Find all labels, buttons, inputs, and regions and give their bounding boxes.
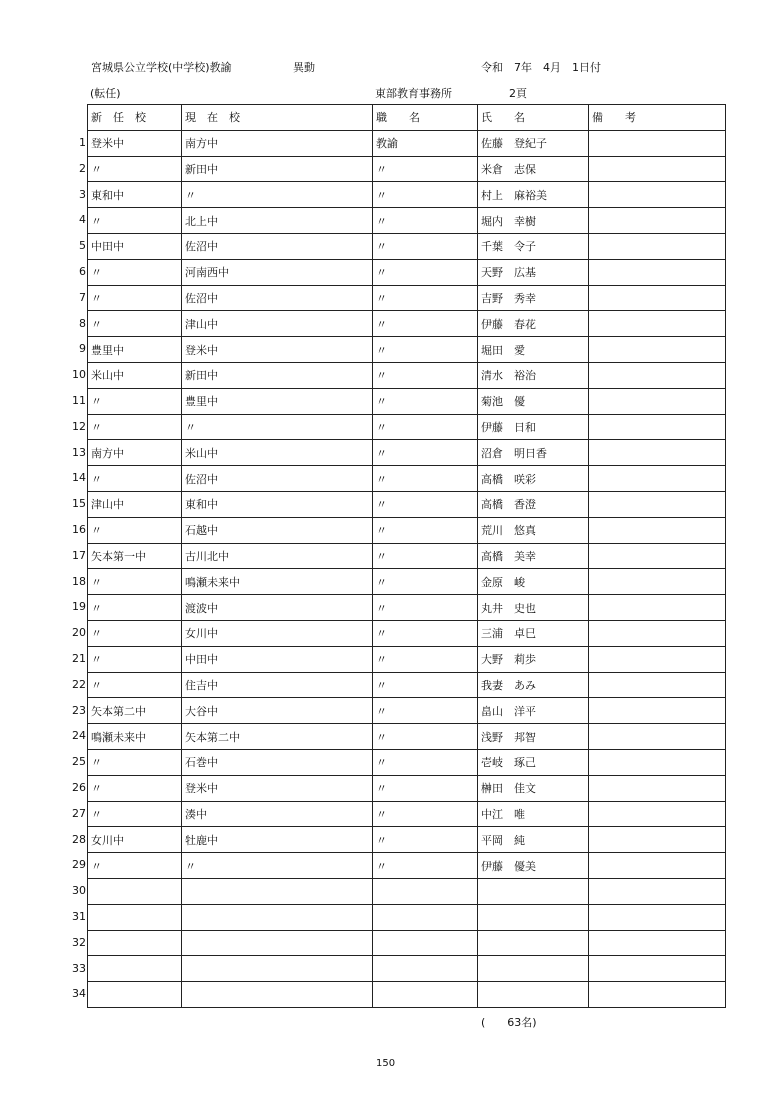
cell-new-school xyxy=(88,878,182,904)
row-number: 24 xyxy=(72,729,86,743)
cell-new-school: 鳴瀬未来中 xyxy=(88,724,182,750)
cell-new-school: 〃 xyxy=(88,749,182,775)
cell-remarks xyxy=(589,259,726,285)
cell-current-school: 矢本第二中 xyxy=(182,724,373,750)
page-number: 150 xyxy=(376,1058,396,1069)
table-row xyxy=(88,749,726,775)
cell-job-title xyxy=(373,982,478,1008)
row-number: 16 xyxy=(72,522,86,536)
cell-job-title: 〃 xyxy=(373,620,478,646)
row-number: 20 xyxy=(72,626,86,640)
cell-name xyxy=(478,956,589,982)
cell-remarks xyxy=(589,233,726,259)
cell-job-title: 〃 xyxy=(373,182,478,208)
cell-name: 沼倉 明日香 xyxy=(478,440,589,466)
cell-name: 金原 峻 xyxy=(478,569,589,595)
table-row xyxy=(88,672,726,698)
cell-current-school: 中田中 xyxy=(182,646,373,672)
cell-remarks xyxy=(589,904,726,930)
cell-current-school: 〃 xyxy=(182,853,373,879)
cell-current-school xyxy=(182,930,373,956)
table-row xyxy=(88,517,726,543)
cell-job-title: 〃 xyxy=(373,801,478,827)
cell-name: 畠山 洋平 xyxy=(478,698,589,724)
cell-new-school: 豊里中 xyxy=(88,337,182,363)
cell-name: 三浦 卓巳 xyxy=(478,620,589,646)
cell-name: 榊田 佳文 xyxy=(478,775,589,801)
row-number: 34 xyxy=(72,987,86,1001)
cell-job-title: 〃 xyxy=(373,362,478,388)
row-number: 30 xyxy=(72,884,86,898)
cell-remarks xyxy=(589,466,726,492)
cell-current-school: 佐沼中 xyxy=(182,466,373,492)
cell-current-school: 新田中 xyxy=(182,362,373,388)
table-row xyxy=(88,285,726,311)
cell-new-school xyxy=(88,930,182,956)
cell-new-school: 矢本第一中 xyxy=(88,543,182,569)
table-header-row xyxy=(88,105,726,131)
table-row xyxy=(88,362,726,388)
cell-name: 高橋 美幸 xyxy=(478,543,589,569)
table-row xyxy=(88,595,726,621)
cell-job-title: 〃 xyxy=(373,491,478,517)
cell-new-school xyxy=(88,956,182,982)
table-row xyxy=(88,904,726,930)
row-number: 25 xyxy=(72,755,86,769)
cell-name: 村上 麻裕美 xyxy=(478,182,589,208)
cell-new-school: 〃 xyxy=(88,646,182,672)
cell-remarks xyxy=(589,440,726,466)
cell-new-school: 〃 xyxy=(88,517,182,543)
cell-job-title xyxy=(373,930,478,956)
cell-current-school: 新田中 xyxy=(182,156,373,182)
cell-new-school: 〃 xyxy=(88,853,182,879)
cell-job-title: 〃 xyxy=(373,724,478,750)
cell-job-title: 〃 xyxy=(373,646,478,672)
cell-remarks xyxy=(589,724,726,750)
cell-new-school: 〃 xyxy=(88,466,182,492)
row-number: 15 xyxy=(72,497,86,511)
cell-remarks xyxy=(589,337,726,363)
transfer-category: (転任) xyxy=(90,87,121,100)
col-header-name: 氏 名 xyxy=(478,105,589,131)
cell-name: 堀内 幸樹 xyxy=(478,208,589,234)
cell-name: 浅野 邦智 xyxy=(478,724,589,750)
table-row xyxy=(88,466,726,492)
table-row xyxy=(88,956,726,982)
table-row xyxy=(88,440,726,466)
cell-new-school: 女川中 xyxy=(88,827,182,853)
document-type: 異動 xyxy=(293,61,315,74)
table-row xyxy=(88,208,726,234)
row-number: 11 xyxy=(72,393,86,407)
cell-job-title: 〃 xyxy=(373,414,478,440)
cell-remarks xyxy=(589,414,726,440)
table-row xyxy=(88,930,726,956)
cell-current-school: 〃 xyxy=(182,182,373,208)
cell-job-title: 〃 xyxy=(373,672,478,698)
cell-new-school: 〃 xyxy=(88,595,182,621)
table-row xyxy=(88,878,726,904)
table-row xyxy=(88,543,726,569)
table-row xyxy=(88,827,726,853)
cell-new-school: 米山中 xyxy=(88,362,182,388)
cell-job-title: 〃 xyxy=(373,259,478,285)
cell-job-title: 〃 xyxy=(373,156,478,182)
cell-name xyxy=(478,930,589,956)
row-number: 8 xyxy=(79,316,86,330)
col-header-new-school: 新 任 校 xyxy=(88,105,182,131)
row-number: 4 xyxy=(79,213,86,227)
row-number: 10 xyxy=(72,368,86,382)
col-header-remarks: 備 考 xyxy=(589,105,726,131)
cell-current-school xyxy=(182,904,373,930)
cell-remarks xyxy=(589,130,726,156)
cell-remarks xyxy=(589,311,726,337)
cell-name: 千葉 令子 xyxy=(478,233,589,259)
cell-remarks xyxy=(589,182,726,208)
cell-new-school: 〃 xyxy=(88,801,182,827)
cell-new-school xyxy=(88,982,182,1008)
cell-job-title: 〃 xyxy=(373,440,478,466)
cell-remarks xyxy=(589,620,726,646)
cell-current-school: 佐沼中 xyxy=(182,285,373,311)
row-number: 17 xyxy=(72,548,86,562)
cell-current-school: 大谷中 xyxy=(182,698,373,724)
cell-current-school: 牡鹿中 xyxy=(182,827,373,853)
row-number: 13 xyxy=(72,445,86,459)
row-number: 29 xyxy=(72,858,86,872)
cell-new-school: 〃 xyxy=(88,156,182,182)
cell-new-school: 南方中 xyxy=(88,440,182,466)
cell-name: 大野 莉歩 xyxy=(478,646,589,672)
cell-name: 我妻 あみ xyxy=(478,672,589,698)
cell-remarks xyxy=(589,543,726,569)
cell-remarks xyxy=(589,285,726,311)
row-number: 27 xyxy=(72,806,86,820)
cell-remarks xyxy=(589,698,726,724)
row-number: 1 xyxy=(79,136,86,149)
cell-job-title: 〃 xyxy=(373,853,478,879)
table-row xyxy=(88,337,726,363)
row-number: 6 xyxy=(79,264,86,278)
row-number: 9 xyxy=(79,342,86,356)
cell-current-school: 東和中 xyxy=(182,491,373,517)
cell-remarks xyxy=(589,878,726,904)
cell-new-school: 〃 xyxy=(88,569,182,595)
cell-remarks xyxy=(589,749,726,775)
cell-current-school: 鳴瀬未来中 xyxy=(182,569,373,595)
row-number: 26 xyxy=(72,780,86,794)
cell-name xyxy=(478,982,589,1008)
table-row xyxy=(88,646,726,672)
cell-remarks xyxy=(589,982,726,1008)
cell-new-school: 〃 xyxy=(88,311,182,337)
cell-new-school: 〃 xyxy=(88,620,182,646)
cell-remarks xyxy=(589,491,726,517)
cell-name: 菊池 優 xyxy=(478,388,589,414)
sheet-page: 2頁 xyxy=(509,87,527,100)
cell-new-school: 〃 xyxy=(88,285,182,311)
table-row xyxy=(88,724,726,750)
cell-job-title: 〃 xyxy=(373,517,478,543)
cell-remarks xyxy=(589,517,726,543)
cell-name: 壱岐 琢己 xyxy=(478,749,589,775)
col-header-job-title: 職 名 xyxy=(373,105,478,131)
cell-name xyxy=(478,878,589,904)
cell-job-title xyxy=(373,878,478,904)
cell-job-title: 〃 xyxy=(373,569,478,595)
cell-remarks xyxy=(589,775,726,801)
row-number: 5 xyxy=(79,239,86,253)
cell-current-school: 湊中 xyxy=(182,801,373,827)
cell-current-school: 登米中 xyxy=(182,337,373,363)
cell-new-school: 〃 xyxy=(88,414,182,440)
cell-remarks xyxy=(589,801,726,827)
cell-job-title: 教諭 xyxy=(373,130,478,156)
cell-name: 天野 広基 xyxy=(478,259,589,285)
cell-remarks xyxy=(589,569,726,595)
cell-remarks xyxy=(589,156,726,182)
cell-name xyxy=(478,904,589,930)
row-number: 33 xyxy=(72,961,86,975)
table-row xyxy=(88,982,726,1008)
cell-job-title xyxy=(373,956,478,982)
row-number: 23 xyxy=(72,703,86,717)
cell-current-school: 石巻中 xyxy=(182,749,373,775)
cell-new-school: 登米中 xyxy=(88,130,182,156)
cell-job-title: 〃 xyxy=(373,337,478,363)
table-row xyxy=(88,414,726,440)
cell-job-title: 〃 xyxy=(373,388,478,414)
table-row xyxy=(88,491,726,517)
row-number: 12 xyxy=(72,419,86,433)
cell-current-school: 石越中 xyxy=(182,517,373,543)
row-number: 18 xyxy=(72,574,86,588)
row-number: 28 xyxy=(72,832,86,846)
cell-name: 米倉 志保 xyxy=(478,156,589,182)
table-row xyxy=(88,182,726,208)
cell-name: 中江 唯 xyxy=(478,801,589,827)
cell-new-school: 中田中 xyxy=(88,233,182,259)
total-count: ( 63名) xyxy=(481,1016,537,1029)
cell-current-school: 河南西中 xyxy=(182,259,373,285)
cell-name: 伊藤 春花 xyxy=(478,311,589,337)
cell-remarks xyxy=(589,672,726,698)
cell-name: 丸井 史也 xyxy=(478,595,589,621)
cell-new-school: 東和中 xyxy=(88,182,182,208)
row-number: 22 xyxy=(72,677,86,691)
cell-remarks xyxy=(589,930,726,956)
table-row xyxy=(88,130,726,156)
table-row xyxy=(88,388,726,414)
cell-current-school: 渡波中 xyxy=(182,595,373,621)
cell-job-title xyxy=(373,904,478,930)
table-row xyxy=(88,233,726,259)
cell-current-school xyxy=(182,956,373,982)
cell-job-title: 〃 xyxy=(373,208,478,234)
cell-job-title: 〃 xyxy=(373,698,478,724)
cell-new-school: 〃 xyxy=(88,775,182,801)
cell-name: 平岡 純 xyxy=(478,827,589,853)
cell-current-school: 米山中 xyxy=(182,440,373,466)
cell-current-school xyxy=(182,878,373,904)
cell-name: 高橋 咲彩 xyxy=(478,466,589,492)
cell-current-school: 豊里中 xyxy=(182,388,373,414)
cell-new-school: 〃 xyxy=(88,672,182,698)
row-number: 7 xyxy=(79,290,86,304)
table-row xyxy=(88,801,726,827)
cell-new-school: 〃 xyxy=(88,208,182,234)
cell-job-title: 〃 xyxy=(373,543,478,569)
office-name: 東部教育事務所 xyxy=(375,87,452,100)
cell-current-school: 〃 xyxy=(182,414,373,440)
table-row xyxy=(88,259,726,285)
col-header-current-school: 現 在 校 xyxy=(182,105,373,131)
row-number: 21 xyxy=(72,651,86,665)
cell-job-title: 〃 xyxy=(373,749,478,775)
table-row xyxy=(88,698,726,724)
cell-job-title: 〃 xyxy=(373,775,478,801)
cell-job-title: 〃 xyxy=(373,311,478,337)
document-title: 宮城県公立学校(中学校)教諭 xyxy=(91,61,232,74)
cell-remarks xyxy=(589,646,726,672)
cell-name: 伊藤 日和 xyxy=(478,414,589,440)
cell-new-school: 〃 xyxy=(88,259,182,285)
cell-name: 堀田 愛 xyxy=(478,337,589,363)
cell-new-school: 〃 xyxy=(88,388,182,414)
cell-current-school: 住吉中 xyxy=(182,672,373,698)
table-row xyxy=(88,569,726,595)
cell-new-school: 津山中 xyxy=(88,491,182,517)
cell-new-school: 矢本第二中 xyxy=(88,698,182,724)
cell-current-school: 古川北中 xyxy=(182,543,373,569)
cell-remarks xyxy=(589,362,726,388)
table-row xyxy=(88,311,726,337)
table-row xyxy=(88,156,726,182)
cell-current-school: 南方中 xyxy=(182,130,373,156)
cell-name: 吉野 秀幸 xyxy=(478,285,589,311)
cell-remarks xyxy=(589,853,726,879)
cell-remarks xyxy=(589,208,726,234)
cell-job-title: 〃 xyxy=(373,233,478,259)
cell-remarks xyxy=(589,827,726,853)
cell-remarks xyxy=(589,595,726,621)
row-number: 32 xyxy=(72,935,86,949)
cell-new-school xyxy=(88,904,182,930)
row-number: 2 xyxy=(79,161,86,175)
cell-current-school: 女川中 xyxy=(182,620,373,646)
cell-name: 清水 裕治 xyxy=(478,362,589,388)
cell-job-title: 〃 xyxy=(373,595,478,621)
cell-current-school xyxy=(182,982,373,1008)
table-row xyxy=(88,775,726,801)
row-number: 31 xyxy=(72,909,86,923)
table-row xyxy=(88,853,726,879)
row-number: 3 xyxy=(79,187,86,201)
row-number-column xyxy=(60,130,86,1007)
cell-job-title: 〃 xyxy=(373,827,478,853)
personnel-table xyxy=(87,104,726,1008)
cell-job-title: 〃 xyxy=(373,285,478,311)
cell-name: 佐藤 登紀子 xyxy=(478,130,589,156)
effective-date: 令和 7年 4月 1日付 xyxy=(481,61,601,74)
cell-name: 荒川 悠真 xyxy=(478,517,589,543)
row-number: 19 xyxy=(72,600,86,614)
cell-remarks xyxy=(589,956,726,982)
cell-current-school: 登米中 xyxy=(182,775,373,801)
cell-name: 伊藤 優美 xyxy=(478,853,589,879)
cell-current-school: 北上中 xyxy=(182,208,373,234)
cell-name: 高橋 香澄 xyxy=(478,491,589,517)
cell-current-school: 佐沼中 xyxy=(182,233,373,259)
cell-job-title: 〃 xyxy=(373,466,478,492)
cell-remarks xyxy=(589,388,726,414)
row-number: 14 xyxy=(72,471,86,485)
table-row xyxy=(88,620,726,646)
cell-current-school: 津山中 xyxy=(182,311,373,337)
